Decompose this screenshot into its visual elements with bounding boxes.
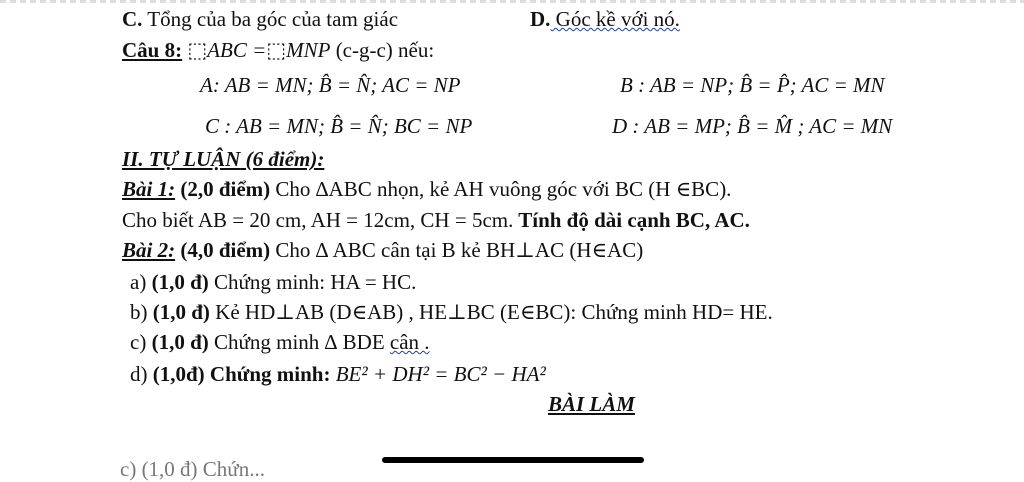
- bai2-part-a-text: Chứng minh: HA = HC.: [208, 270, 417, 294]
- q7-option-d-text: Góc kề với nó.: [550, 7, 680, 31]
- bai2-part-b: [130, 299, 773, 325]
- bai2-part-a-prefix: a): [130, 270, 152, 294]
- section-2-points: (6 điểm):: [240, 147, 325, 171]
- bai2-part-c: [130, 329, 430, 355]
- q8-label: Câu 8:: [122, 38, 183, 62]
- bai2-part-b-text: Kẻ HD⊥AB (D∈AB) , HE⊥BC (E∈BC): Chứng minh HD= HE.: [209, 300, 773, 324]
- bai2-part-c-text: Chứng minh ∆ BDE: [208, 330, 390, 354]
- bai2-part-a: [130, 269, 416, 295]
- bai2-part-b-prefix: b): [130, 300, 153, 324]
- bai2-part-d: [130, 361, 546, 387]
- bai2-part-d-points: (1,0đ) Chứng minh:: [152, 362, 331, 386]
- q7-options-line: [122, 6, 398, 32]
- q8-congruence: ⬚ABC =⬚MNP: [182, 38, 331, 62]
- q7-option-d-label: D.: [530, 7, 551, 31]
- bai2-line1: [122, 237, 643, 263]
- bai1-task: Tính độ dài cạnh BC, AC.: [513, 208, 750, 232]
- cropped-bottom-text: c) (1,0 đ) Chứn...: [120, 457, 265, 481]
- bai2-label: Bài 2:: [122, 238, 176, 262]
- bai2-text: Cho ∆ ABC cân tại B kẻ BH⊥AC (H∈AC): [270, 238, 644, 262]
- cropped-top-edge: [0, 0, 1024, 3]
- section-2-heading: [122, 146, 324, 172]
- q8-option-d: D : AB = MP; B̂ = M̂ ; AC = MN: [612, 114, 893, 138]
- bai1-label: Bài 1:: [122, 177, 176, 201]
- q8-option-a: A: AB = MN; B̂ = N̂; AC = NP: [200, 73, 461, 97]
- bai2-part-c-prefix: c): [130, 330, 152, 354]
- section-2-title: II. TỰ LUẬN: [122, 147, 241, 171]
- q8-condition: (c-g-c) nếu:: [330, 38, 435, 62]
- bai2-part-b-points: (1,0 đ): [152, 300, 210, 324]
- bai2-part-a-points: (1,0 đ): [151, 270, 209, 294]
- bai2-part-d-formula: BE² + DH² = BC² − HA²: [330, 362, 546, 386]
- bai1-line2: [122, 207, 750, 233]
- bai1-points: (2,0 điểm): [175, 177, 271, 201]
- bai1-given: Cho biết AB = 20 cm, AH = 12cm, CH = 5cm.: [122, 208, 514, 232]
- bai1-text: Cho ∆ABC nhọn, kẻ AH vuông góc với BC (H ∈BC).: [270, 177, 732, 201]
- bai2-part-c-tail: cân .: [389, 330, 430, 354]
- bai2-points: (4,0 điểm): [175, 238, 271, 262]
- q7-option-d: [530, 6, 680, 32]
- bai2-part-c-points: (1,0 đ): [151, 330, 209, 354]
- home-indicator-bar[interactable]: [382, 457, 644, 463]
- bai1-line1: [122, 176, 731, 202]
- q8-option-c: C : AB = MN; B̂ = N̂; BC = NP: [205, 114, 473, 138]
- bai2-part-d-prefix: d): [130, 362, 153, 386]
- q8-option-b: B : AB = NP; B̂ = P̂; AC = MN: [620, 73, 885, 97]
- q7-option-c-text: Tổng của ba góc của tam giác: [142, 7, 399, 31]
- q7-option-c-label: C.: [122, 7, 143, 31]
- q8-stem: [122, 37, 434, 63]
- answer-section-title: BÀI LÀM: [548, 392, 635, 416]
